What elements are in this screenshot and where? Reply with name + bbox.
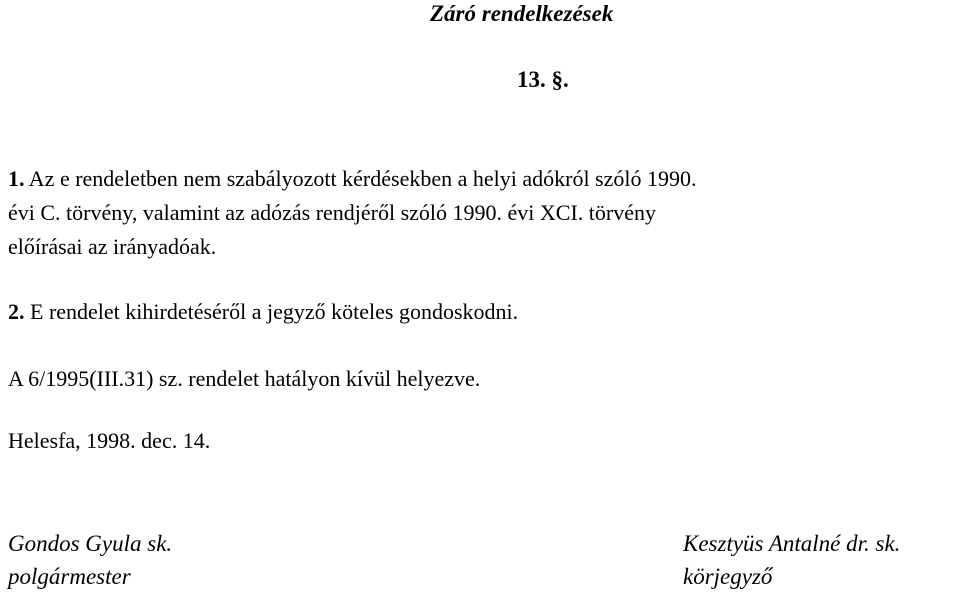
signature-title-notary: körjegyző — [683, 564, 773, 589]
paragraph-1-line-1 — [8, 162, 697, 196]
paragraph-1-text-line-3: előírásai az irányadóak. — [8, 234, 217, 259]
section-number: 13. §. — [517, 67, 569, 92]
paragraph-2-text: E rendelet kihirdetéséről a jegyző köteles gondoskodni. — [30, 299, 519, 324]
signature-name-notary: Kesztyüs Antalné dr. sk. — [683, 531, 901, 556]
paragraph-1 — [8, 162, 697, 264]
signature-title-mayor: polgármester — [8, 564, 131, 589]
paragraph-1-number: 1. — [8, 166, 25, 191]
repeal-statement: A 6/1995(III.31) sz. rendelet hatályon kívül helyezve. — [8, 366, 481, 391]
paragraph-2-number: 2. — [8, 299, 25, 324]
signature-block-notary — [683, 527, 900, 593]
signature-block-mayor — [8, 527, 172, 593]
paragraph-2 — [8, 295, 518, 329]
place-and-date: Helesfa, 1998. dec. 14. — [8, 428, 211, 453]
paragraph-1-text-line-2: évi C. törvény, valamint az adózás rendjéről szóló 1990. évi XCI. törvény — [8, 200, 657, 225]
document-heading: Záró rendelkezések — [430, 1, 614, 26]
signature-name-mayor: Gondos Gyula sk. — [8, 531, 173, 556]
paragraph-1-text-line-1: Az e rendeletben nem szabályozott kérdésekben a helyi adókról szóló 1990. — [28, 166, 697, 191]
